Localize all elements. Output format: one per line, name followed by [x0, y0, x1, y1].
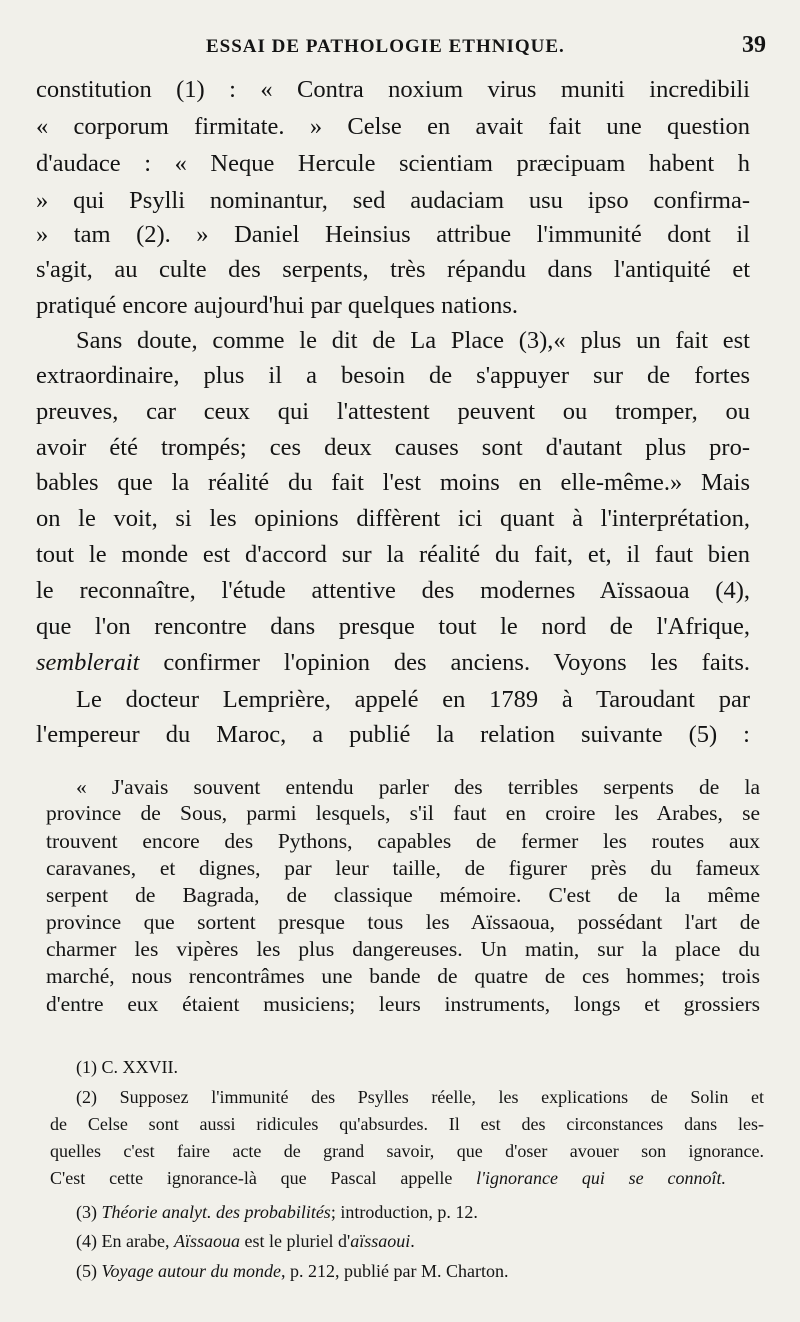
quote-line: « J'avais souvent entendu parler des terribles serpents de la [76, 775, 760, 799]
text-line: bables que la réalité du fait l'est moins en elle-même.» Mais [36, 469, 750, 496]
italic-title: Voyage autour du monde [101, 1261, 281, 1281]
text-line: » qui Psylli nominantur, sed audaciam usu ipso confirma- [36, 187, 750, 214]
italic-word: semblerait [36, 649, 140, 676]
text-line: avoir été trompés; ces deux causes sont d'autant plus pro- [36, 434, 750, 461]
running-title: ESSAI DE PATHOLOGIE ETHNIQUE. [206, 36, 565, 57]
quote-line: province que sortent presque tous les Aïssaoua, possédant l'art de [46, 910, 760, 934]
text-line: que l'on rencontre dans presque tout le nord de l'Afrique, [36, 613, 750, 640]
footnote-2-line: de Celse sont aussi ridicules qu'absurdes. Il est des circonstances dans les- [50, 1114, 764, 1134]
text-line: pratiqué encore aujourd'hui par quelques nations. [36, 292, 519, 319]
footnote-1: (1) C. XXVII. [76, 1057, 178, 1077]
footnote-4 [76, 1227, 764, 1255]
quote-line: charmer les vipères les plus dangereuses. Un matin, sur la place du [46, 937, 760, 961]
quote-line: caravanes, et dignes, par leur taille, de figurer près du fameux [46, 856, 760, 880]
page-number: 39 [742, 32, 766, 58]
text-span: est le pluriel d' [239, 1231, 351, 1251]
italic-phrase: l'ignorance qui se connoît. [476, 1168, 726, 1188]
text-line: » tam (2). » Daniel Heinsius attribue l'immunité dont il [36, 221, 750, 248]
footnote-5 [76, 1257, 764, 1285]
text-line: Sans doute, comme le dit de La Place (3),« plus un fait est [76, 327, 750, 354]
text-span: ; introduction, p. 12. [330, 1202, 478, 1222]
quote-line: marché, nous rencontrâmes une bande de quatre de ces hommes; trois [46, 964, 760, 988]
text-line: s'agit, au culte des serpents, très répandu dans l'antiquité et [36, 256, 750, 283]
text-line: preuves, car ceux qui l'attestent peuvent ou tromper, ou [36, 398, 750, 425]
footnote-3 [76, 1198, 764, 1226]
quote-line: d'entre eux étaient musiciens; leurs instruments, longs et grossiers [46, 992, 760, 1016]
text-line: d'audace : « Neque Hercule scientiam præcipuam habent h [36, 150, 750, 177]
text-line: le reconnaître, l'étude attentive des modernes Aïssaoua (4), [36, 577, 750, 604]
footnote-2-line: quelles c'est faire acte de grand savoir, que d'oser avouer son ignorance. [50, 1141, 764, 1161]
italic-title: Théorie analyt. des probabilités [101, 1202, 331, 1222]
text-line [36, 645, 750, 681]
text-line: l'empereur du Maroc, a publié la relation suivante (5) : [36, 721, 750, 748]
text-span: (3) [76, 1202, 102, 1222]
quote-line: province de Sous, parmi lesquels, s'il faut en croire les Arabes, se [46, 801, 760, 825]
text-span: . [410, 1231, 415, 1251]
footnote-2-line: (2) Supposez l'immunité des Psylles réelle, les explications de Solin et [76, 1087, 764, 1107]
footnote-2-line [50, 1164, 726, 1192]
text-line: « corporum firmitate. » Celse en avait fait une question [36, 113, 750, 140]
page-header [0, 32, 800, 62]
text-span: confirmer l'opinion des anciens. Voyons les faits. [139, 649, 750, 676]
italic-word: aïssaoui [350, 1231, 411, 1251]
text-line: tout le monde est d'accord sur la réalité du fait, et, il faut bien [36, 541, 750, 568]
italic-word: Aïssaoua [173, 1231, 240, 1251]
quote-line: serpent de Bagrada, de classique mémoire. C'est de la même [46, 883, 760, 907]
quote-line: trouvent encore des Pythons, capables de fermer les routes aux [46, 829, 760, 853]
text-span: (5) [76, 1261, 102, 1281]
text-span: , p. 212, publié par M. Charton. [280, 1261, 509, 1281]
text-line: extraordinaire, plus il a besoin de s'appuyer sur de fortes [36, 362, 750, 389]
text-span: C'est cette ignorance-là que Pascal appelle [50, 1168, 477, 1188]
text-line: constitution (1) : « Contra noxium virus muniti incredibili [36, 76, 750, 103]
text-line: on le voit, si les opinions diffèrent ici quant à l'interprétation, [36, 505, 750, 532]
text-span: (4) En arabe, [76, 1231, 174, 1251]
text-line: Le docteur Lemprière, appelé en 1789 à Taroudant par [76, 686, 750, 713]
